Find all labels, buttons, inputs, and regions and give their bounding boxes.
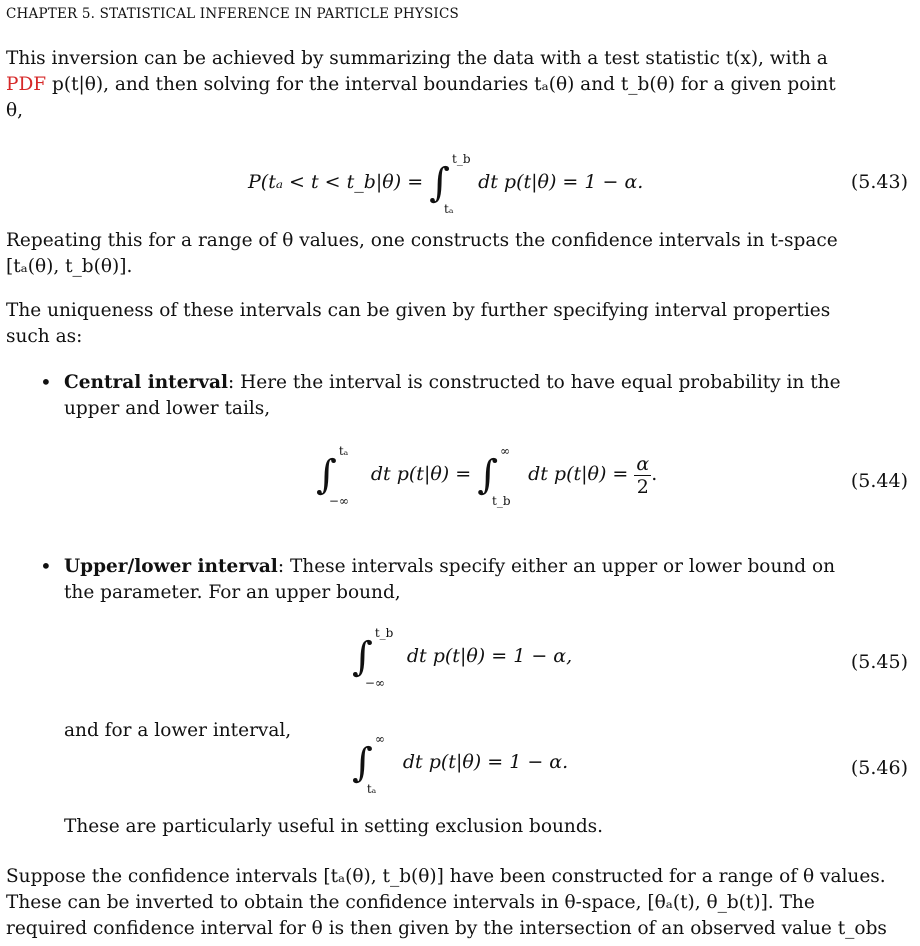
- integral-sign: ∫: [429, 160, 451, 206]
- text-line: θ,: [6, 100, 24, 121]
- eq-lhs: P(tₐ < t < t_b|θ) =: [248, 171, 424, 193]
- bullet-icon: •: [40, 554, 52, 578]
- equation-number: (5.46): [850, 757, 908, 779]
- paragraph-inverted-intervals: [6, 864, 914, 942]
- lower-limit: tₐ: [366, 782, 377, 796]
- lower-limit: −∞: [364, 676, 385, 690]
- fraction-denominator: 2: [636, 475, 649, 498]
- lower-limit: −∞: [328, 494, 349, 508]
- equation-5-44: [316, 444, 658, 508]
- text-exclusion-bounds: These are particularly useful in setting exclusion bounds.: [64, 816, 604, 837]
- list-item-central: [64, 370, 914, 422]
- integral-sign: ∫: [316, 452, 337, 498]
- equation-5-46: [352, 732, 569, 796]
- text-line: required confidence interval for θ is then given by the intersection of an observed value t_obs: [6, 918, 887, 939]
- integral-sign: ∫: [477, 452, 499, 498]
- equation-number: (5.44): [850, 470, 908, 492]
- paragraph-repeating: [6, 228, 914, 280]
- eq-rhs: dt p(t|θ) = 1 − α.: [478, 171, 644, 193]
- upper-limit: tₐ: [338, 444, 349, 458]
- text-line: This inversion can be achieved by summarizing the data with a test statistic t(x), with a: [6, 48, 828, 69]
- equation-5-45: [352, 626, 573, 690]
- list-item-upper-lower: [64, 554, 914, 606]
- term-central-interval: Central interval: [64, 372, 228, 393]
- period: .: [651, 463, 658, 485]
- text-line: The uniqueness of these intervals can be given by further specifying interval properties: [6, 300, 831, 321]
- paragraph-uniqueness: [6, 298, 914, 350]
- text-line: [tₐ(θ), t_b(θ)].: [6, 256, 133, 277]
- lower-limit: tₐ: [444, 202, 454, 216]
- text-lower-interval: and for a lower interval,: [64, 720, 292, 741]
- paragraph-inversion: [6, 46, 914, 124]
- integral-sign: ∫: [352, 634, 373, 680]
- term-upper-lower-interval: Upper/lower interval: [64, 556, 278, 577]
- equation-5-43: [248, 152, 644, 216]
- fraction-numerator: α: [636, 452, 650, 475]
- bullet-icon: •: [40, 370, 52, 394]
- text-line: such as:: [6, 326, 83, 347]
- eq-rhs: dt p(t|θ) =: [528, 463, 629, 485]
- eq-rhs: dt p(t|θ) = 1 − α.: [402, 751, 569, 773]
- equation-number: (5.43): [850, 171, 908, 193]
- running-header: CHAPTER 5. STATISTICAL INFERENCE IN PARTICLE PHYSICS: [6, 6, 459, 22]
- upper-limit: ∞: [500, 444, 511, 458]
- fraction-alpha-over-2: [634, 453, 651, 498]
- integral-sign: ∫: [352, 740, 373, 786]
- lower-limit: t_b: [492, 494, 511, 508]
- pdf-link[interactable]: PDF: [6, 74, 47, 95]
- text-line: upper and lower tails,: [64, 398, 271, 419]
- text-fragment: p(t|θ), and then solving for the interval boundaries tₐ(θ) and t_b(θ) for a given point: [46, 74, 836, 95]
- upper-limit: t_b: [374, 626, 394, 640]
- text-line: [64, 370, 914, 396]
- eq-rhs: dt p(t|θ) = 1 − α,: [406, 645, 573, 667]
- text-line: [64, 554, 914, 580]
- text-fragment: : These intervals specify either an upper or lower bound on: [277, 556, 836, 577]
- text-line: These can be inverted to obtain the confidence intervals in θ-space, [θₐ(t), θ_b(t)]. The: [6, 892, 815, 913]
- text-line: Repeating this for a range of θ values, one constructs the confidence intervals in t-space: [6, 230, 838, 251]
- upper-limit: ∞: [374, 732, 385, 746]
- text-fragment: : Here the interval is constructed to have equal probability in the: [228, 372, 841, 393]
- upper-limit: t_b: [452, 152, 471, 166]
- text-line: the parameter. For an upper bound,: [64, 582, 401, 603]
- text-line: Suppose the confidence intervals [tₐ(θ), t_b(θ)] have been constructed for a range of θ values.: [6, 866, 886, 887]
- text-line: [6, 72, 914, 98]
- equation-number: (5.45): [850, 651, 908, 673]
- eq-mid: dt p(t|θ) =: [370, 463, 472, 485]
